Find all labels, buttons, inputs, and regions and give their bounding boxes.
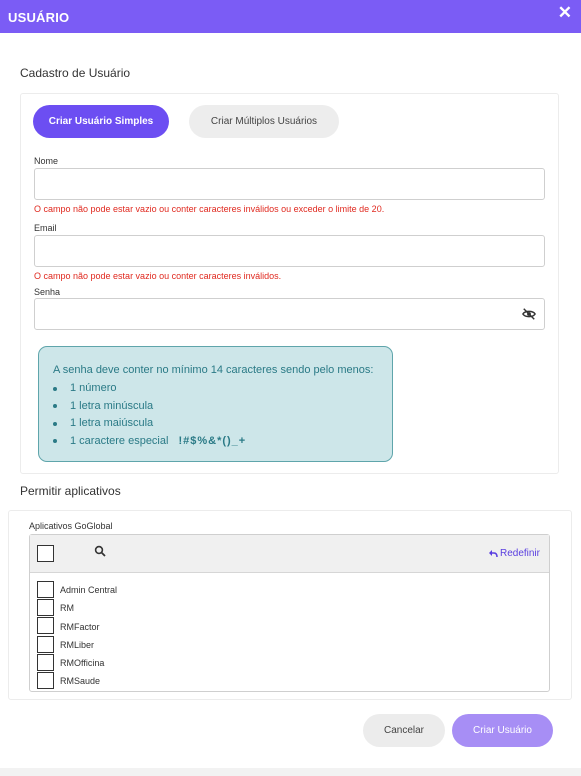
tab-criar-usuario-simples[interactable]: Criar Usuário Simples — [33, 105, 169, 138]
app-label: RMFactor — [60, 622, 100, 632]
reset-label: Redefinir — [499, 548, 540, 559]
apps-section-title: Permitir aplicativos — [20, 484, 121, 498]
name-label: Nome — [34, 156, 59, 166]
app-checkbox-rmliber[interactable] — [37, 636, 54, 653]
modal-title: USUÁRIO — [8, 10, 70, 25]
app-checkbox-admin-central[interactable] — [37, 581, 54, 598]
password-rule: 1 letra minúscula — [53, 398, 246, 416]
password-rules-list — [53, 380, 246, 450]
tab-criar-multiplos-usuarios[interactable]: Criar Múltiplos Usuários — [189, 105, 339, 138]
password-rule: 1 número — [53, 380, 246, 398]
app-checkbox-rmfactor[interactable] — [37, 617, 54, 634]
email-error-message: O campo não pode estar vazio ou conter caracteres inválidos. — [34, 271, 282, 281]
eye-off-icon[interactable] — [522, 307, 536, 321]
search-icon[interactable] — [94, 545, 106, 557]
app-checkbox-rmsaude[interactable] — [37, 672, 54, 689]
modal-header — [0, 0, 581, 33]
bullet-icon — [53, 404, 57, 408]
apps-list — [29, 534, 550, 692]
cancel-button[interactable]: Cancelar — [363, 714, 445, 747]
bullet-icon — [53, 387, 57, 391]
create-user-button[interactable]: Criar Usuário — [452, 714, 553, 747]
name-error-message: O campo não pode estar vazio ou conter caracteres inválidos ou exceder o limite de 20. — [34, 204, 385, 214]
app-checkbox-rmofficina[interactable] — [37, 654, 54, 671]
close-icon[interactable]: ✕ — [557, 3, 572, 22]
password-rule: 1 letra maiúscula — [53, 415, 246, 433]
app-label: RMLiber — [60, 640, 95, 650]
password-input[interactable] — [34, 298, 545, 330]
undo-icon — [488, 549, 498, 558]
bullet-icon — [53, 439, 57, 443]
password-rule: 1 caractere especial !#$%&*()_+ — [53, 433, 246, 451]
password-label: Senha — [34, 287, 61, 297]
background-strip — [0, 768, 581, 776]
email-input[interactable] — [34, 235, 545, 267]
special-characters: !#$%&*()_+ — [178, 434, 247, 447]
email-label: Email — [34, 223, 57, 233]
password-rules-box — [38, 346, 393, 462]
apps-group-title: Aplicativos GoGlobal — [29, 521, 113, 531]
app-label: RM — [60, 603, 74, 613]
name-input[interactable] — [34, 168, 545, 200]
app-label: RMOfficina — [60, 658, 105, 668]
select-all-checkbox[interactable] — [37, 545, 54, 562]
apps-list-header — [30, 535, 549, 573]
app-label: Admin Central — [60, 585, 118, 595]
reset-button[interactable] — [488, 548, 540, 559]
cadastro-section-title: Cadastro de Usuário — [20, 66, 131, 80]
bullet-icon — [53, 422, 57, 426]
app-label: RMSaude — [60, 676, 101, 686]
app-checkbox-rm[interactable] — [37, 599, 54, 616]
password-rules-title: A senha deve conter no mínimo 14 caracteres sendo pelo menos: — [53, 364, 374, 376]
